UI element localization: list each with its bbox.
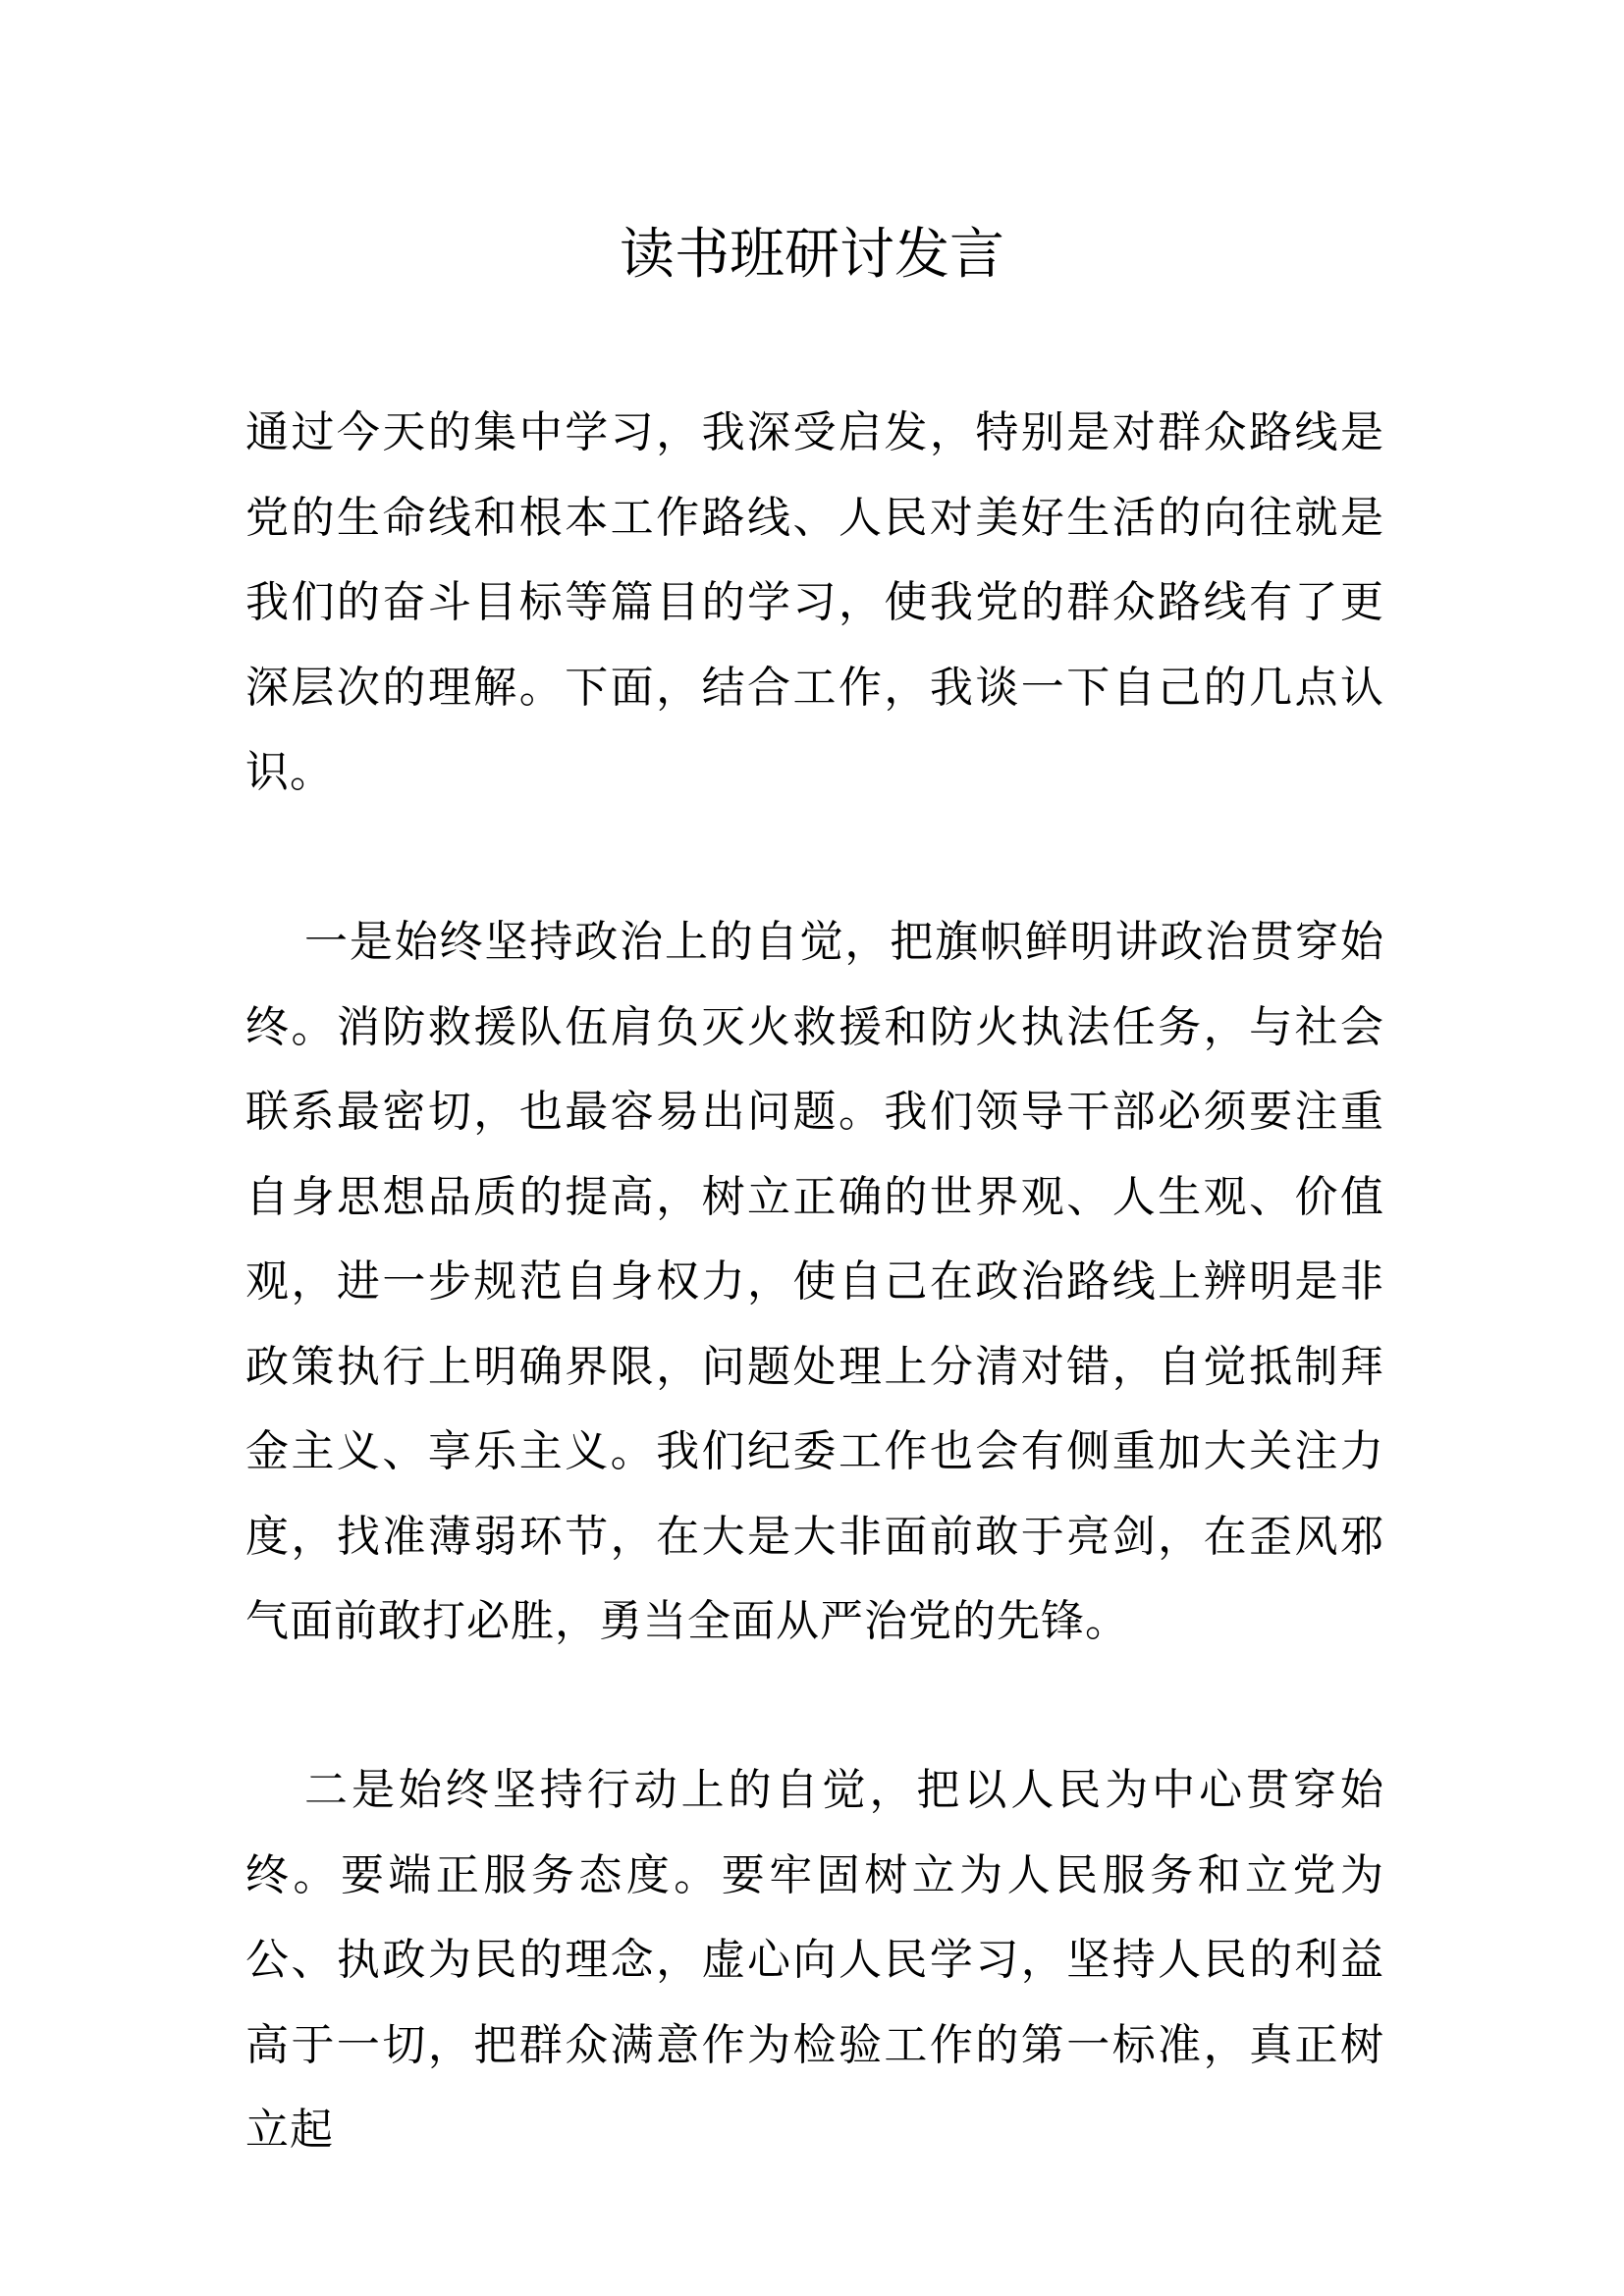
- document-title: 读书班研讨发言: [620, 223, 1004, 287]
- paragraph-intro: 通过今天的集中学习，我深受启发，特别是对群众路线是党的生命线和根本工作路线、人民对美好生活的向往就是我们的奋斗目标等篇目的学习，使我党的群众路线有了更深层次的理解。下面，结合工作，我谈一下自己的几点认识。: [245, 407, 1384, 797]
- paragraph-point-two: 二是始终坚持行动上的自觉，把以人民为中心贯穿始终。要端正服务态度。要牢固树立为人民服务和立党为公、执政为民的理念，虚心向人民学习，坚持人民的利益高于一切，把群众满意作为检验工作的第一标准，真正树立起: [245, 1765, 1384, 2155]
- paragraph-point-one: 一是始终坚持政治上的自觉，把旗帜鲜明讲政治贯穿始终。消防救援队伍肩负灭火救援和防火执法任务，与社会联系最密切，也最容易出问题。我们领导干部必须要注重自身思想品质的提高，树立正确的世界观、人生观、价值观，进一步规范自身权力，使自己在政治路线上辨明是非政策执行上明确界限，问题处理上分清对错，自觉抵制拜金主义、享乐主义。我们纪委工作也会有侧重加大关注力度，找准薄弱环节，在大是大非面前敢于亮剑，在歪风邪气面前敢打必胜，勇当全面从严治党的先锋。: [245, 917, 1384, 1646]
